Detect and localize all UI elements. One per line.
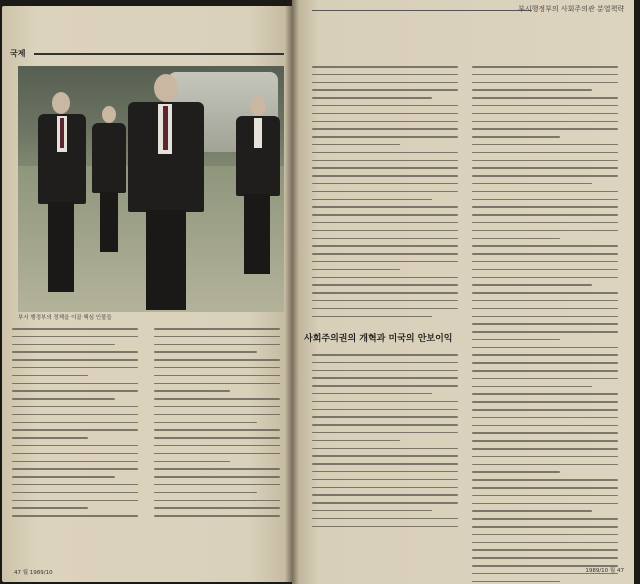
section-subheading: 사회주의권의 개혁과 미국의 안보이익	[304, 334, 453, 344]
left-folio: 47 월 1989/10	[14, 570, 53, 576]
photo-caption: 부시 행정부의 정책을 이끌 핵심 인물들	[18, 315, 112, 321]
section-label: 국제	[10, 49, 26, 58]
right-folio: 1989/10 월 47	[585, 568, 624, 574]
right-column-1	[312, 66, 458, 323]
person-back-1	[92, 106, 128, 266]
person-left	[38, 92, 88, 312]
person-right	[236, 96, 282, 286]
header-rule	[312, 10, 532, 11]
person-center	[128, 74, 206, 312]
text-column-1	[12, 328, 138, 523]
news-photo	[18, 66, 284, 312]
text-column-2	[154, 328, 280, 523]
section-rule	[34, 53, 284, 55]
left-page	[2, 6, 292, 582]
left-body-text	[12, 328, 284, 553]
right-column-1-lower	[312, 354, 458, 533]
book-gutter	[285, 0, 299, 584]
right-column-2	[472, 66, 618, 584]
running-header: 부시행정부의 사회주의관 분열책략	[518, 5, 624, 13]
right-page	[292, 0, 634, 584]
